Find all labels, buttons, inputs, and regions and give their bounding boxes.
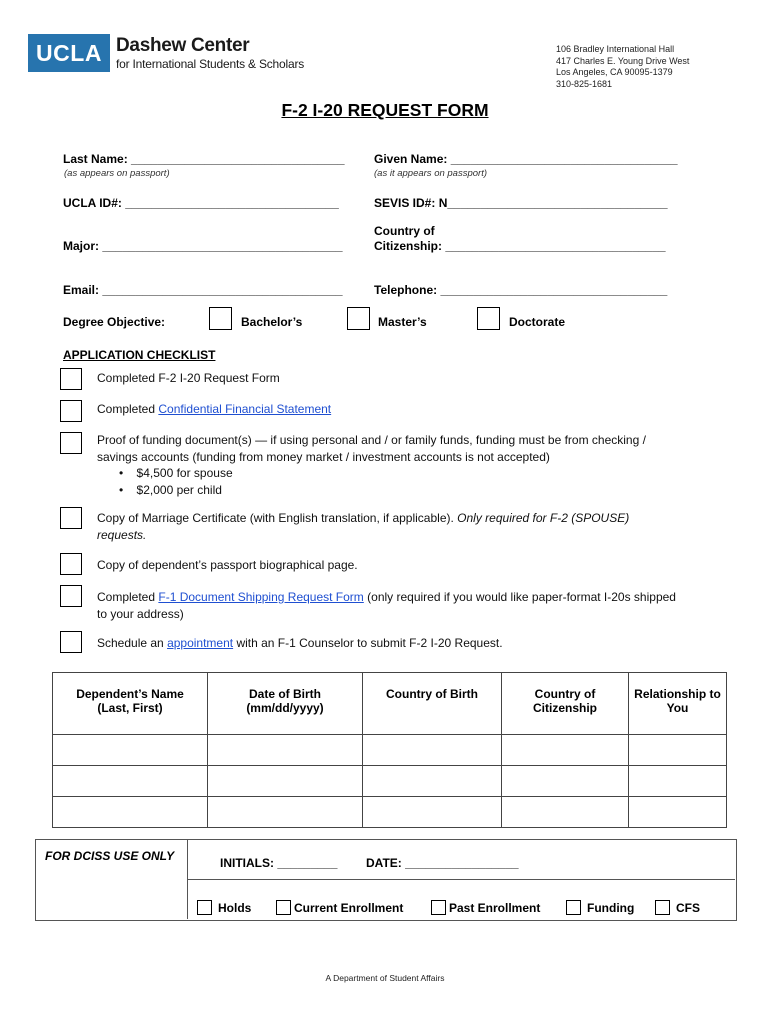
bullet-text: $2,000 per child: [136, 482, 222, 497]
funding-label: Funding: [587, 901, 635, 915]
table-row: [53, 735, 727, 766]
checklist-item-financial: [97, 401, 331, 418]
checklist-item-shipping: [97, 589, 727, 622]
column-header-birth-country: Country of Birth: [363, 673, 502, 735]
address-block: [556, 44, 689, 90]
sevis-id-field[interactable]: SEVIS ID#: N_________________________________: [374, 196, 668, 210]
holds-checkbox[interactable]: [197, 900, 212, 915]
financial-statement-link[interactable]: Confidential Financial Statement: [158, 402, 332, 416]
masters-label: Master’s: [378, 315, 427, 329]
checklist-item-funding: [97, 432, 717, 498]
initials-field[interactable]: INITIALS: _________: [220, 856, 338, 870]
phone-line: 310-825-1681: [556, 78, 613, 89]
appointment-link[interactable]: appointment: [167, 636, 234, 650]
item-text-prefix: Completed: [97, 590, 159, 604]
footer-text: A Department of Student Affairs: [325, 973, 445, 983]
table-cell[interactable]: [363, 797, 502, 828]
center-name: Dashew Center: [116, 35, 250, 56]
checklist-checkbox-shipping[interactable]: [60, 585, 82, 607]
column-header-relationship: Relationship to You: [629, 673, 727, 735]
item-text-suffix: with an F-1 Counselor to submit F-2 I-20 Request.: [233, 636, 503, 650]
table-cell[interactable]: [502, 797, 629, 828]
table-cell[interactable]: [53, 797, 208, 828]
item-text: Proof of funding document(s) — if using personal and / or family funds, funding must be from checking /: [97, 433, 646, 447]
item-text: [97, 589, 727, 606]
page-title: F-2 I-20 REQUEST FORM: [281, 100, 489, 120]
past-enrollment-label: Past Enrollment: [449, 901, 541, 915]
checklist-item-marriage: [97, 510, 717, 543]
table-cell[interactable]: [363, 735, 502, 766]
citizenship-field[interactable]: Citizenship: _________________________________: [374, 239, 666, 253]
doctorate-checkbox[interactable]: [477, 307, 500, 330]
degree-objective-label: Degree Objective:: [63, 315, 166, 329]
item-text: [97, 510, 717, 527]
table-cell[interactable]: [629, 766, 727, 797]
item-text-italic: Only required for F-2 (SPOUSE): [457, 511, 630, 525]
checklist-checkbox-appointment[interactable]: [60, 631, 82, 653]
masters-checkbox[interactable]: [347, 307, 370, 330]
address-line: 417 Charles E. Young Drive West: [556, 55, 690, 66]
given-name-note: (as it appears on passport): [374, 168, 488, 179]
bullet-item: • $2,000 per child: [119, 482, 222, 497]
checklist-heading: APPLICATION CHECKLIST: [63, 348, 216, 362]
column-header-citizenship: Country of Citizenship: [502, 673, 629, 735]
cfs-checkbox[interactable]: [655, 900, 670, 915]
office-use-label: FOR DCISS USE ONLY: [45, 849, 175, 863]
table-cell[interactable]: [208, 766, 363, 797]
table-row: [53, 766, 727, 797]
funding-checkbox[interactable]: [566, 900, 581, 915]
item-text: [97, 527, 717, 544]
past-enrollment-checkbox[interactable]: [431, 900, 446, 915]
checklist-checkbox-passport[interactable]: [60, 553, 82, 575]
cfs-label: CFS: [676, 901, 700, 915]
item-text: to your address): [97, 606, 184, 621]
office-divider: [188, 879, 735, 880]
checklist-item-passport: Copy of dependent’s passport biographical page.: [97, 558, 358, 572]
column-header-name: Dependent’s Name (Last, First): [53, 673, 208, 735]
table-cell[interactable]: [208, 797, 363, 828]
bullet-item: • $4,500 for spouse: [119, 466, 233, 480]
checklist-checkbox-request-form[interactable]: [60, 368, 82, 390]
item-text: Completed: [97, 402, 159, 416]
address-line: 106 Bradley International Hall: [556, 44, 675, 54]
bachelors-checkbox[interactable]: [209, 307, 232, 330]
item-text-italic: requests.: [97, 527, 147, 542]
checklist-item-request-form: Completed F-2 I-20 Request Form: [97, 371, 280, 385]
item-text-suffix: (only required if you would like paper-format I-20s shipped: [363, 590, 676, 604]
country-label: Country of: [374, 224, 435, 238]
table-cell[interactable]: [363, 766, 502, 797]
table-header-row: [53, 673, 727, 735]
checklist-checkbox-funding[interactable]: [60, 432, 82, 454]
last-name-field[interactable]: Last Name: ________________________________: [63, 152, 345, 166]
address-line: Los Angeles, CA 90095-1379: [556, 67, 673, 77]
checklist-checkbox-financial[interactable]: [60, 400, 82, 422]
table-cell[interactable]: [502, 766, 629, 797]
table-cell[interactable]: [629, 735, 727, 766]
table-cell[interactable]: [53, 766, 208, 797]
checklist-checkbox-marriage[interactable]: [60, 507, 82, 529]
current-enrollment-checkbox[interactable]: [276, 900, 291, 915]
checklist-item-appointment: [97, 635, 503, 652]
item-text-prefix: Schedule an: [97, 636, 168, 650]
telephone-field[interactable]: Telephone: __________________________________: [374, 283, 668, 297]
current-enrollment-label: Current Enrollment: [294, 901, 404, 915]
holds-label: Holds: [218, 901, 252, 915]
item-text: savings accounts (funding from money market / investment accounts is not accepted): [97, 449, 550, 464]
column-header-dob: Date of Birth (mm/dd/yyyy): [208, 673, 363, 735]
shipping-form-link[interactable]: F-1 Document Shipping Request Form: [158, 590, 364, 604]
bullet-text: $4,500 for spouse: [136, 466, 233, 480]
date-field[interactable]: DATE: _________________: [366, 856, 519, 870]
major-field[interactable]: Major: ____________________________________: [63, 239, 343, 253]
last-name-note: (as appears on passport): [64, 168, 170, 179]
center-subtitle: for International Students & Scholars: [116, 57, 305, 71]
table-row: [53, 797, 727, 828]
doctorate-label: Doctorate: [509, 315, 566, 329]
bachelors-label: Bachelor’s: [241, 315, 303, 329]
given-name-field[interactable]: Given Name: __________________________________: [374, 152, 678, 166]
dependents-table: [52, 672, 727, 828]
table-cell[interactable]: [629, 797, 727, 828]
table-cell[interactable]: [208, 735, 363, 766]
item-text-normal: Copy of Marriage Certificate (with English translation, if applicable).: [97, 511, 458, 525]
table-cell[interactable]: [53, 735, 208, 766]
email-field[interactable]: Email: ____________________________________: [63, 283, 343, 297]
ucla-id-field[interactable]: UCLA ID#: ________________________________: [63, 196, 339, 210]
ucla-logo: UCLA: [28, 34, 110, 72]
table-cell[interactable]: [502, 735, 629, 766]
